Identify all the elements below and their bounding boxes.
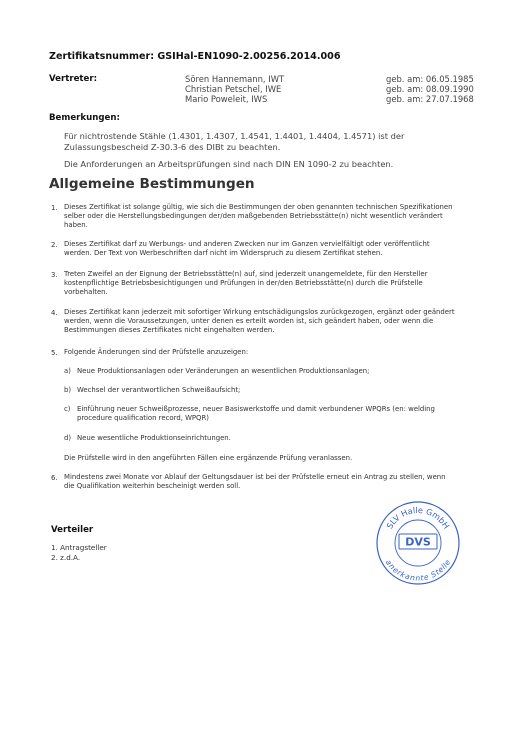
distribution-item: 2. z.d.A. [51,553,81,562]
item-number: 1. [51,204,58,212]
item-number: 5. [51,349,58,357]
distribution-label: Verteiler [51,525,94,535]
sub-item-line: procedure qualification record, WPQR) [77,414,209,422]
list-item-line: Bestimmungen dieses Zertifikates nicht eingehalten werden. [64,326,275,334]
distribution-item: 1. Antragsteller [51,543,107,552]
stamp-top-text: SLV Halle GmbH [384,504,452,531]
item-number: 2. [51,241,58,249]
sub-item-letter: d) [64,434,72,442]
sub-item-letter: a) [64,367,71,375]
representative-name: Christian Petschel, IWE [185,84,282,94]
remark-text: Die Anforderungen an Arbeitsprüfungen sind nach DIN EN 1090-2 zu beachten. [64,159,394,169]
note-text: Die Prüfstelle wird in den angeführten Fällen eine ergänzende Prüfung veranlassen. [64,454,353,462]
representative-name: Sören Hannemann, IWT [185,74,285,84]
list-item-line: haben. [64,221,88,229]
stamp-center-text: DVS [405,535,431,549]
sub-item-letter: c) [64,405,71,413]
list-item-line: Dieses Zertifikat darf zu Werbungs- und anderen Zwecken nur im Ganzen vervielfältigt oder veröffentlicht [64,240,430,248]
section-heading: Allgemeine Bestimmungen [49,176,255,192]
list-item-line: die Qualifikation weiterhin bescheinigt werden soll. [64,482,241,490]
list-item-line: Dieses Zertifikat kann jederzeit mit sofortiger Wirkung entschädigungslos zurückgezogen, ergänzt oder geändert [64,308,455,316]
sub-item-line: Neue Produktionsanlagen oder Veränderungen an wesentlichen Produktionsanlagen; [77,367,370,375]
stamp-seal-icon [375,500,461,586]
remark-text: Zulassungsbescheid Z-30.3-6 des DIBt zu beachten. [64,142,281,152]
sub-item-line: Wechsel der verantwortlichen Schweißaufsicht; [77,386,241,394]
list-item-line: werden. Der Text von Werbeschriften darf nicht im Widerspruch zu diesem Zertifikat stehen. [64,249,383,257]
representative-birthdate: geb. am: 27.07.1968 [386,94,474,104]
representative-birthdate: geb. am: 08.09.1990 [386,84,474,94]
representative-name: Mario Poweleit, IWS [185,94,268,104]
remarks-label: Bemerkungen: [49,113,120,123]
item-number: 6. [51,474,58,482]
item-number: 4. [51,309,58,317]
list-item-line: Treten Zweifel an der Eignung der Betriebsstätte(n) auf, sind jederzeit unangemeldete, für den Hersteller [64,270,428,278]
sub-item-letter: b) [64,386,72,394]
item-number: 3. [51,271,58,279]
dvs-logo-icon [399,534,437,549]
representative-birthdate: geb. am: 06.05.1985 [386,74,474,84]
sub-item-line: Neue wesentliche Produktionseinrichtungen. [77,434,231,442]
remark-text: Für nichtrostende Stähle (1.4301, 1.4307, 1.4541, 1.4401, 1.4404, 1.4571) ist der [64,131,405,141]
certification-stamp [375,500,461,586]
list-item-line: Dieses Zertifikat ist solange gültig, wie sich die Bestimmungen der oben genannten technischen Spezifikationen [64,203,453,211]
stamp-bottom-text: anerkannte Stelle [383,557,453,583]
list-item-line: vorbehalten. [64,288,108,296]
list-item-line: Mindestens zwei Monate vor Ablauf der Geltungsdauer ist bei der Prüfstelle erneut ein Antrag zu stellen, wenn [64,473,446,481]
list-item-line: Folgende Änderungen sind der Prüfstelle anzuzeigen: [64,348,249,356]
list-item-line: werden, wenn die Voraussetzungen, unter denen es erteilt worden ist, sich geändert haben, oder wenn die [64,317,434,325]
list-item-line: selber oder die Herstellungsbedingungen der/den maßgebenden Betriebsstätte(n) nicht wesentlich verändert [64,212,443,220]
certificate-number: Zertifikatsnummer: GSIHal-EN1090-2.00256.2014.006 [49,51,341,62]
representatives-label: Vertreter: [49,74,98,84]
sub-item-line: Einführung neuer Schweißprozesse, neuer Basiswerkstoffe und damit verbundener WPQRs (en: welding [77,405,435,413]
list-item-line: kostenpflichtige Betriebsbesichtigungen und Prüfungen in der/den Betriebsstätte(n) durch die Prüfstelle [64,279,423,287]
